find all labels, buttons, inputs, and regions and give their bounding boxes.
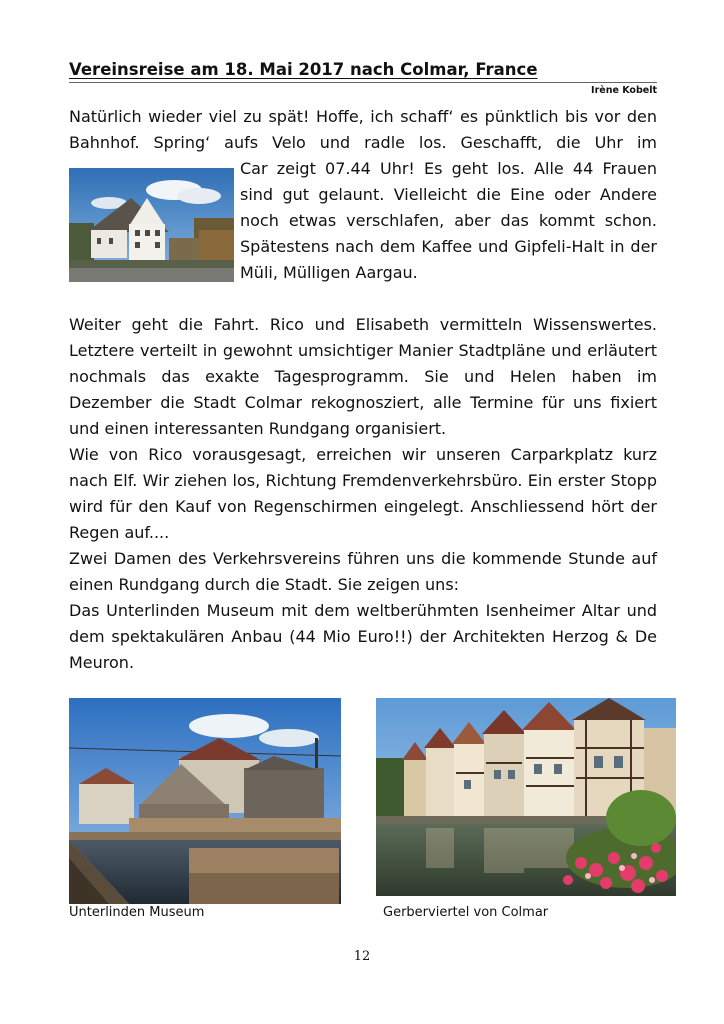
author-name: Irène Kobelt: [591, 85, 657, 96]
article-title: Vereinsreise am 18. Mai 2017 nach Colmar, France: [69, 60, 538, 79]
caption-unterlinden: Unterlinden Museum: [69, 905, 205, 920]
title-rule: [69, 82, 657, 83]
paragraph-museum: Das Unterlinden Museum mit dem weltberühmten Isenheimer Altar und dem spektakulären Anbau (44 Mio Euro!!) der Architekten Herzog & De Meuron.: [69, 601, 657, 672]
caption-gerberviertel: Gerberviertel von Colmar: [383, 905, 549, 920]
muehle-photo: [69, 168, 234, 282]
unterlinden-museum-photo: [69, 698, 341, 904]
page-number: 12: [353, 949, 371, 964]
paragraph-arrival: Wie von Rico vorausgesagt, erreichen wir unseren Carparkplatz kurz nach Elf. Wir ziehen los, Richtung Fremdenverkehrsbüro. Ein erster Stopp wird für den Kauf von Regenschirmen eingelegt. Anschliessend hört der Regen auf....: [69, 445, 657, 542]
paragraph-trip: Weiter geht die Fahrt. Rico und Elisabeth vermitteln Wissenswertes. Letztere verteilt in gewohnt umsichtiger Manier Stadtpläne und erläutert nochmals das exakte Tagesprogramm. Sie und Helen haben im Dezember die Stadt Colmar rekognosziert, alle Termine für uns fixiert und einen interessanten Rundgang organisiert.: [69, 315, 657, 438]
main-text-block: [69, 312, 657, 676]
paragraph-tour: Zwei Damen des Verkehrsvereins führen uns die kommende Stunde auf einen Rundgang durch die Stadt. Sie zeigen uns:: [69, 549, 657, 594]
gerberviertel-photo: [376, 698, 676, 896]
intro-paragraph-wrap: Car zeigt 07.44 Uhr! Es geht los. Alle 44 Frauen sind gut gelaunt. Vielleicht die Eine oder Andere noch etwas verschlafen, aber das kommt schon. Spätestens nach dem Kaffee und Gipfeli-Halt in der Müli, Mülligen Aargau.: [240, 159, 657, 282]
intro-paragraph-start: Natürlich wieder viel zu spät! Hoffe, ich schaff‘ es pünktlich bis vor den Bahnhof. Spring‘ aufs Velo und radle los. Geschafft, die Uhr im: [69, 107, 657, 152]
